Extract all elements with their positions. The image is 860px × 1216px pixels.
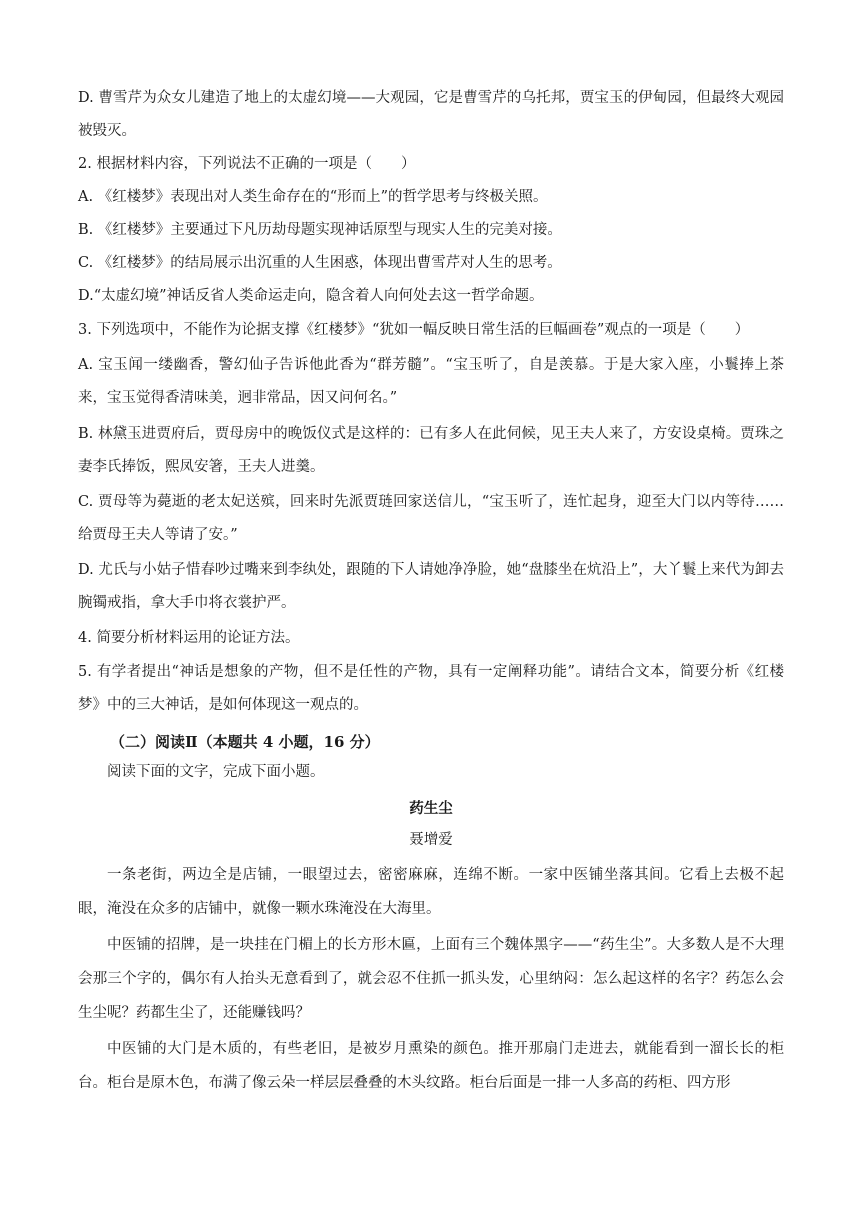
q2-option-d: D.“太虚幻境”神话反省人类命运走向，隐含着人向何处去这一哲学命题。 bbox=[78, 288, 544, 304]
article-paragraph: 中医铺的大门是木质的，有些老旧，是被岁月熏染的颜色。推开那扇门走进去，就能看到一溜长长的柜台。柜台是原木色，布满了像云朵一样层层叠叠的木头纹路。柜台后面是一排一人多高的药柜、四方形 bbox=[78, 1041, 784, 1091]
q3-option-d: D. 尤氏与小姑子惜春吵过嘴来到李纨处，跟随的下人请她净净脸，她“盘膝坐在炕沿上”，大丫鬟上来代为卸去腕镯戒指，拿大手巾将衣裳护严。 bbox=[78, 562, 784, 611]
article-paragraph: 一条老街，两边全是店铺，一眼望过去，密密麻麻，连绵不断。一家中医铺坐落其间。它看上去极不起眼，淹没在众多的店铺中，就像一颗水珠淹没在大海里。 bbox=[78, 867, 784, 917]
q3-option-a: A. 宝玉闻一缕幽香，警幻仙子告诉他此香为“群芳髓”。“宝玉听了，自是羡慕。于是大家入座，小鬟捧上茶来，宝玉觉得香清味美，迥非常品，因又问何名。” bbox=[78, 357, 784, 406]
q4-stem: 4. 简要分析材料运用的论证方法。 bbox=[78, 630, 300, 646]
article-paragraph: 中医铺的招牌，是一块挂在门楣上的长方形木匾，上面有三个魏体黑字——“药生尘”。大多数人是不大理会那三个字的，偶尔有人抬头无意看到了，就会忍不住抓一抓头发，心里纳闷：怎么起这样的名字？药怎么会生尘呢？药都生尘了，还能赚钱吗？ bbox=[78, 937, 784, 1021]
section-heading: （二）阅读Ⅱ（本题共 4 小题，16 分） bbox=[110, 733, 380, 751]
section-instruction: 阅读下面的文字，完成下面小题。 bbox=[107, 764, 325, 780]
q2-option-a: A. 《红楼梦》表现出对人类生命存在的“形而上”的哲学思考与终极关照。 bbox=[78, 189, 548, 205]
article-author: 聂增爱 bbox=[409, 832, 453, 848]
q5-stem: 5. 有学者提出“神话是想象的产物，但不是任性的产物，具有一定阐释功能”。请结合文本，简要分析《红楼梦》中的三大神话，是如何体现这一观点的。 bbox=[78, 664, 784, 713]
q1-option-d: D. 曹雪芹为众女儿建造了地上的太虚幻境——大观园，它是曹雪芹的乌托邦，贾宝玉的伊甸园，但最终大观园被毁灭。 bbox=[78, 90, 784, 139]
q2-option-c: C. 《红楼梦》的结局展示出沉重的人生困惑，体现出曹雪芹对人生的思考。 bbox=[78, 255, 562, 271]
q2-stem: 2. 根据材料内容，下列说法不正确的一项是（ ） bbox=[78, 156, 416, 172]
q3-option-b: B. 林黛玉进贾府后，贾母房中的晚饭仪式是这样的：已有多人在此伺候，见王夫人来了，方安设桌椅。贾珠之妻李氏捧饭，熙凤安箸，王夫人进羹。 bbox=[78, 426, 784, 475]
q3-stem: 3. 下列选项中，不能作为论据支撑《红楼梦》“犹如一幅反映日常生活的巨幅画卷”观点的一项是（ ） bbox=[78, 322, 750, 338]
q3-option-c: C. 贾母等为薨逝的老太妃送殡，回来时先派贾琏回家送信儿，“宝玉听了，连忙起身，迎至大门以内等待……给贾母王夫人等请了安。” bbox=[78, 494, 784, 543]
q2-option-b: B. 《红楼梦》主要通过下凡历劫母题实现神话原型与现实人生的完美对接。 bbox=[78, 222, 562, 238]
article-title: 药生尘 bbox=[409, 800, 453, 817]
